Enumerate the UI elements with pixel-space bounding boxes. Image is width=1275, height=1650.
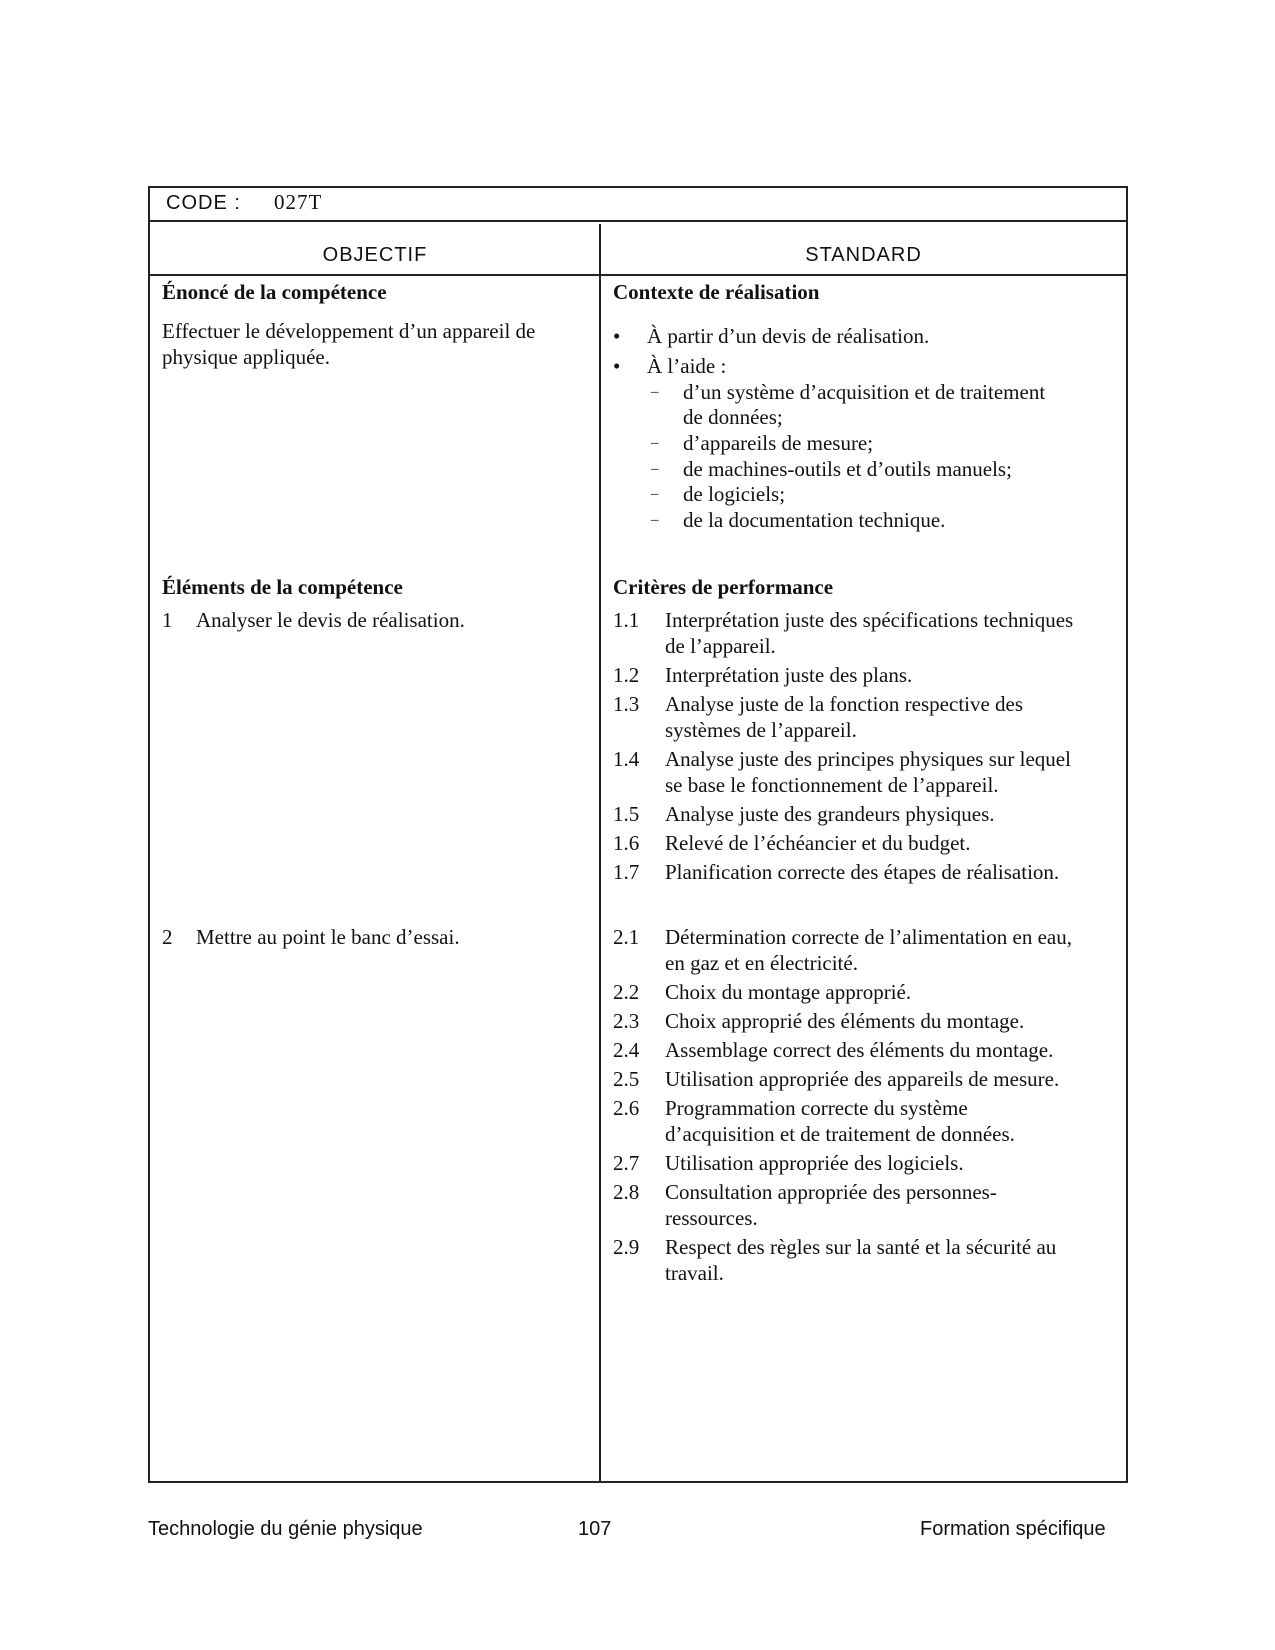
dash-icon: – bbox=[651, 384, 659, 400]
criterion-text: Utilisation appropriée des appareils de mesure. bbox=[665, 1067, 1060, 1091]
dash-text: de données; bbox=[683, 405, 783, 429]
element-number: 2 bbox=[162, 925, 173, 949]
criterion-text: Analyse juste de la fonction respective des systèmes de l’appareil. bbox=[665, 692, 1024, 742]
enonce-text bbox=[162, 318, 535, 370]
dash-icon: – bbox=[651, 461, 659, 477]
bullet-icon: • bbox=[613, 354, 621, 378]
criterion-text: Assemblage correct des éléments du montage. bbox=[665, 1038, 1054, 1062]
criterion-number: 2.8 bbox=[613, 1180, 640, 1204]
criterion-number: 1.7 bbox=[613, 860, 640, 884]
bullet-text: À partir d’un devis de réalisation. bbox=[647, 324, 930, 348]
objectif-header: OBJECTIF bbox=[322, 244, 428, 266]
criterion-number: 2.2 bbox=[613, 980, 640, 1004]
bullet-icon: • bbox=[613, 324, 621, 348]
dash-text: d’appareils de mesure; bbox=[683, 431, 874, 455]
criterion-number: 2.7 bbox=[613, 1151, 640, 1175]
criterion-number: 1.6 bbox=[613, 831, 640, 855]
criterion-text: Respect des règles sur la santé et la sécurité au travail. bbox=[665, 1235, 1057, 1285]
criterion-text: Consultation appropriée des personnes- ressources. bbox=[665, 1180, 997, 1230]
enonce-title: Énoncé de la compétence bbox=[162, 280, 387, 304]
criterion-text: Choix approprié des éléments du montage. bbox=[665, 1009, 1025, 1033]
dash-text: de la documentation technique. bbox=[683, 508, 946, 532]
element-text: Mettre au point le banc d’essai. bbox=[196, 925, 460, 949]
criterion-number: 2.5 bbox=[613, 1067, 640, 1091]
column-headers bbox=[150, 222, 1126, 276]
contexte-title: Contexte de réalisation bbox=[613, 280, 820, 304]
criterion-number: 2.3 bbox=[613, 1009, 640, 1033]
dash-text: de logiciels; bbox=[683, 482, 786, 506]
code-value: 027T bbox=[274, 190, 323, 214]
code-label: CODE : bbox=[166, 192, 241, 214]
dash-text: d’un système d’acquisition et de traitement bbox=[683, 380, 1046, 404]
competency-table bbox=[148, 186, 1128, 1483]
criterion-number: 2.6 bbox=[613, 1096, 640, 1120]
footer-program: Technologie du génie physique bbox=[148, 1518, 423, 1540]
criterion-number: 2.9 bbox=[613, 1235, 640, 1259]
criterion-text: Planification correcte des étapes de réalisation. bbox=[665, 860, 1060, 884]
code-row bbox=[150, 188, 1126, 222]
criterion-number: 2.1 bbox=[613, 925, 640, 949]
criterion-number: 1.1 bbox=[613, 608, 640, 632]
dash-text: de machines-outils et d’outils manuels; bbox=[683, 457, 1012, 481]
criterion-text: Détermination correcte de l’alimentation en eau, en gaz et en électricité. bbox=[665, 925, 1072, 975]
element-text: Analyser le devis de réalisation. bbox=[196, 608, 465, 632]
criterion-number: 2.4 bbox=[613, 1038, 640, 1062]
criterion-text: Interprétation juste des plans. bbox=[665, 663, 913, 687]
criterion-number: 1.4 bbox=[613, 747, 640, 771]
criterion-text: Utilisation appropriée des logiciels. bbox=[665, 1151, 964, 1175]
criterion-text: Relevé de l’échéancier et du budget. bbox=[665, 831, 971, 855]
element-number: 1 bbox=[162, 608, 173, 632]
dash-icon: – bbox=[651, 486, 659, 502]
dash-icon: – bbox=[651, 435, 659, 451]
elements-title: Éléments de la compétence bbox=[162, 575, 403, 599]
criterion-text: Analyse juste des principes physiques sur lequel se base le fonctionnement de l’appareil. bbox=[665, 747, 1071, 797]
footer-section: Formation spécifique bbox=[920, 1518, 1106, 1540]
criterion-number: 1.5 bbox=[613, 802, 640, 826]
dash-icon: – bbox=[651, 512, 659, 528]
enonce-line: Effectuer le développement d’un appareil de bbox=[162, 319, 536, 343]
criterion-text: Analyse juste des grandeurs physiques. bbox=[665, 802, 995, 826]
criterion-text: Interprétation juste des spécifications techniques de l’appareil. bbox=[665, 608, 1074, 658]
criterion-number: 1.3 bbox=[613, 692, 640, 716]
criterion-text: Programmation correcte du système d’acquisition et de traitement de données. bbox=[665, 1096, 1015, 1146]
footer-page-number: 107 bbox=[578, 1518, 612, 1540]
column-divider bbox=[599, 224, 601, 1481]
criteres-title: Critères de performance bbox=[613, 575, 834, 599]
criterion-text: Choix du montage approprié. bbox=[665, 980, 912, 1004]
bullet-text: À l’aide : bbox=[647, 354, 727, 378]
standard-header: STANDARD bbox=[805, 244, 922, 266]
criterion-number: 1.2 bbox=[613, 663, 640, 687]
enonce-line: physique appliquée. bbox=[162, 345, 330, 369]
